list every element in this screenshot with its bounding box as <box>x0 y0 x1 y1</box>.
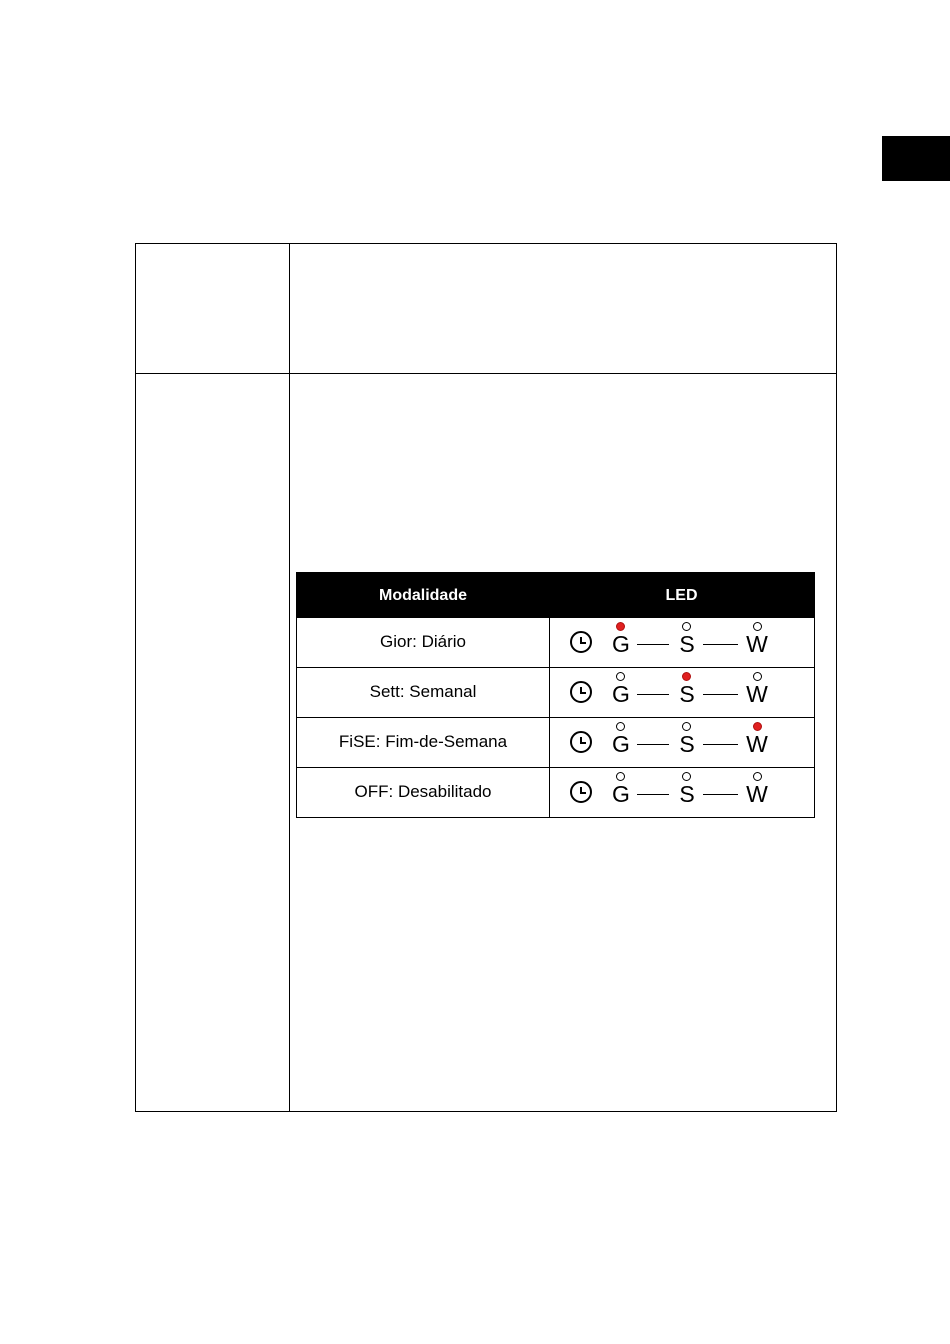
led-letter-w: W <box>746 631 768 657</box>
led-letter-g: G <box>612 731 630 757</box>
led-dot-w <box>753 622 762 631</box>
led-letter-g: G <box>612 681 630 707</box>
clock-icon <box>570 631 592 653</box>
led-dot-s <box>682 672 691 681</box>
section-tab-marker <box>882 136 950 181</box>
led-separator <box>703 794 738 795</box>
led-letter-g: G <box>612 781 630 807</box>
led-letter-s: S <box>679 631 695 657</box>
led-dot-w <box>753 672 762 681</box>
modes-table-header <box>297 573 814 617</box>
led-dot-s <box>682 722 691 731</box>
clock-icon <box>570 731 592 753</box>
header-modalidade: Modalidade <box>378 587 467 604</box>
led-letter-s: S <box>679 781 695 807</box>
led-separator <box>703 644 738 645</box>
led-dot-g <box>616 622 625 631</box>
outer-column-divider <box>289 244 290 1111</box>
mode-row-weekly <box>297 667 814 717</box>
led-dot-w <box>753 722 762 731</box>
led-dot-g <box>616 672 625 681</box>
mode-label: Sett: Semanal <box>369 682 477 701</box>
mode-label: FiSE: Fim-de-Semana <box>338 732 508 751</box>
mode-row-weekend <box>297 717 814 767</box>
led-letter-g: G <box>612 631 630 657</box>
mode-row-off <box>297 767 814 817</box>
led-indicator <box>550 768 814 817</box>
led-separator <box>637 694 669 695</box>
led-dot-s <box>682 622 691 631</box>
header-led: LED <box>665 587 698 604</box>
led-letter-w: W <box>746 781 768 807</box>
modes-table <box>296 572 815 818</box>
clock-icon <box>570 681 592 703</box>
led-indicator <box>550 718 814 767</box>
led-indicator <box>550 618 814 667</box>
mode-row-daily <box>297 617 814 667</box>
outer-row-divider <box>136 373 836 374</box>
led-letter-w: W <box>746 681 768 707</box>
mode-label: Gior: Diário <box>380 632 466 651</box>
mode-label: OFF: Desabilitado <box>354 782 492 801</box>
led-letter-s: S <box>679 681 695 707</box>
led-dot-s <box>682 772 691 781</box>
led-separator <box>637 744 669 745</box>
led-dot-w <box>753 772 762 781</box>
led-indicator <box>550 668 814 717</box>
led-letter-w: W <box>746 731 768 757</box>
led-separator <box>703 744 738 745</box>
clock-icon <box>570 781 592 803</box>
led-dot-g <box>616 722 625 731</box>
led-separator <box>637 794 669 795</box>
led-letter-s: S <box>679 731 695 757</box>
led-dot-g <box>616 772 625 781</box>
led-separator <box>703 694 738 695</box>
led-separator <box>637 644 669 645</box>
